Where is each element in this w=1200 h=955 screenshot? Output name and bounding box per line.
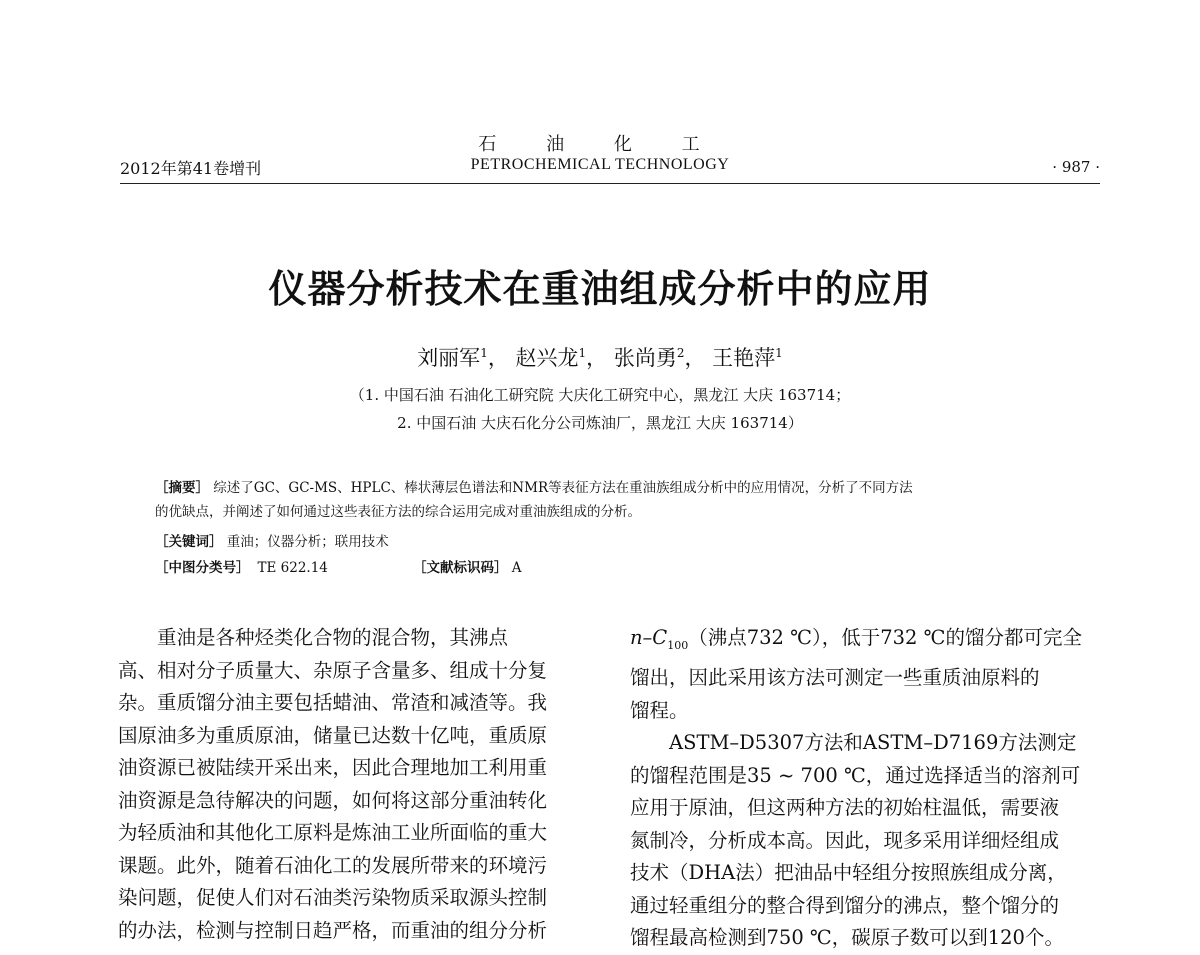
page-number: · 987 ·	[1052, 158, 1100, 176]
author-affiliation-mark: 1	[480, 346, 488, 360]
body-line: 馏程。	[630, 698, 689, 722]
body-line: 应用于原油，但这两种方法的初始柱温低，需要液	[630, 796, 1060, 820]
author-affiliation-mark: 1	[775, 346, 783, 360]
body-line: 油资源已被陆续开采出来，因此合理地加工利用重	[118, 756, 548, 779]
body-line: 技术（DHA法）把油品中轻组分按照族组成分离，	[630, 861, 1067, 885]
author-name: 王艳萍	[712, 346, 776, 370]
body-line: 杂。重质馏分油主要包括蜡油、常渣和减渣等。我	[118, 691, 548, 714]
body-line: 油资源是急待解决的问题，如何将这部分重油转化	[118, 788, 548, 812]
keywords-text: 重油；仪器分析；联用技术	[226, 534, 389, 550]
document-code-label: ［文献标识码］	[413, 560, 508, 576]
body-line: 的馏程范围是35 ~ 700 ℃，通过选择适当的溶剂可	[630, 763, 1081, 787]
author-name: 刘丽军	[417, 346, 481, 370]
author-name: 张尚勇	[613, 346, 677, 370]
chem-formula-subscript: 100	[667, 638, 689, 652]
body-line: 氮制冷，分析成本高。因此，现多采用详细烃组成	[630, 828, 1060, 852]
abstract	[155, 476, 1055, 524]
body-line: 通过轻重组分的整合得到馏分的沸点，整个馏分的	[630, 893, 1060, 917]
body-line	[630, 622, 1098, 662]
body-line: 重油是各种烃类化合物的混合物，其沸点	[157, 626, 509, 649]
affiliation-2: 2. 中国石油 大庆石化分公司炼油厂，黑龙江 大庆 163714）	[397, 414, 803, 432]
body-line: 国原油多为重质原油，储量已达数十亿吨，重质原	[118, 723, 548, 747]
paper-title: 仪器分析技术在重油组成分析中的应用	[268, 267, 932, 311]
issue-label: 2012年第41卷增刊	[120, 159, 262, 178]
body-line: 高、相对分子质量大、杂原子含量多、组成十分复	[118, 658, 548, 682]
classification	[155, 556, 1055, 580]
author-affiliation-mark: 2	[676, 346, 685, 360]
body-column-right	[630, 622, 1098, 955]
body-line-text: （沸点732 ℃），低于732 ℃的馏分都可完全	[688, 626, 1082, 649]
chem-formula-prefix: n–C	[630, 626, 668, 649]
body-line: 馏出，因此采用该方法可测定一些重质油原料的	[630, 666, 1040, 690]
journal-name-cn: 石 油 化 工	[478, 134, 722, 155]
body-line: 的办法，检测与控制日趋严格，而重油的组分分析	[118, 918, 548, 942]
classification-label: ［中图分类号］	[155, 560, 250, 576]
body-line: 馏程最高检测到750 ℃，碳原子数可以到120个。	[630, 926, 1064, 950]
keywords-label: ［关键词］	[155, 534, 223, 550]
body-line: ASTM–D5307方法和ASTM–D7169方法测定	[669, 731, 1077, 755]
body-line: 为轻质油和其他化工原料是炼油工业所面临的重大	[118, 821, 548, 844]
body-column-left	[118, 622, 586, 947]
keywords	[155, 530, 1055, 554]
body-line: 染问题，促使人们对石油类污染物质采取源头控制	[118, 886, 548, 909]
author-name: 赵兴龙	[515, 346, 579, 370]
abstract-label: ［摘要］	[155, 480, 209, 496]
body-line: 课题。此外，随着石油化工的发展所带来的环境污	[118, 853, 548, 877]
author-affiliation-mark: 1	[578, 346, 587, 360]
abstract-text-line-1: 综述了GC、GC-MS、HPLC、棒状薄层色谱法和NMR等表征方法在重油族组成分析中的应用情况，分析了不同方法	[213, 480, 913, 496]
affiliation-1: （1. 中国石油 石油化工研究院 大庆化工研究中心，黑龙江 大庆 163714；	[349, 386, 851, 404]
author-list: 刘丽军$^1$， 赵兴龙$^1$， 张尚勇$^2$， 王艳萍$^1$	[417, 346, 783, 370]
journal-name-en: PETROCHEMICAL TECHNOLOGY	[470, 156, 730, 173]
document-code-block	[413, 556, 522, 580]
abstract-text-line-2: 的优缺点，并阐述了如何通过这些表征方法的综合运用完成对重油族组成的分析。	[155, 504, 641, 520]
classification-code: TE 622.14	[257, 560, 328, 576]
header-divider	[120, 183, 1100, 184]
document-code: A	[511, 560, 522, 576]
